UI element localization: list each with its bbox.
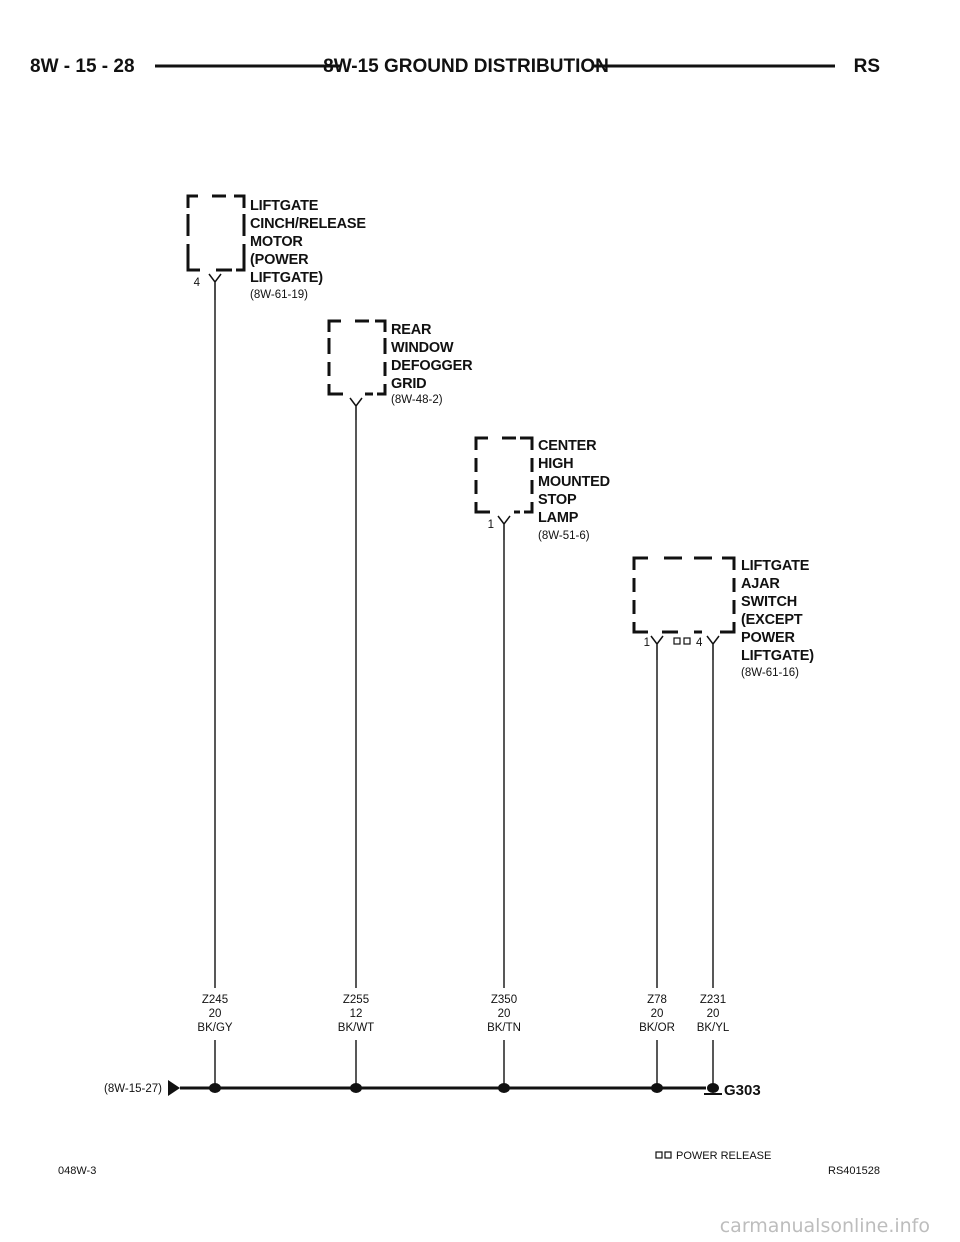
- pin-label: 4: [193, 277, 200, 289]
- page-reference: (8W-61-16): [741, 667, 799, 679]
- figure-code: 048W-3: [58, 1165, 97, 1177]
- component-label-line: AJAR: [741, 576, 780, 592]
- wire-gauge: 20: [208, 1008, 222, 1020]
- component-box-dashed: [476, 438, 532, 512]
- splice-icon: [498, 1083, 510, 1093]
- component-label-line: MOTOR: [250, 234, 303, 250]
- component-liftgate-cinch-motor: [188, 196, 366, 301]
- wire-color: BK/YL: [696, 1022, 730, 1034]
- wire-gauge: 20: [650, 1008, 664, 1020]
- power-release-legend-icon: [656, 1152, 671, 1158]
- connector-symbol: [209, 274, 221, 300]
- component-liftgate-ajar-switch: [634, 558, 814, 679]
- component-label-line: MOUNTED: [538, 474, 610, 490]
- component-label-line: HIGH: [538, 456, 574, 472]
- component-label-line: POWER: [741, 630, 795, 646]
- component-label-line: CINCH/RELEASE: [250, 216, 366, 232]
- component-box-dashed: [188, 196, 244, 270]
- pin-label: 1: [487, 519, 494, 531]
- wire-circuit: Z78: [647, 994, 667, 1006]
- component-label-line: SWITCH: [741, 594, 797, 610]
- component-label-line: DEFOGGER: [391, 358, 473, 374]
- connector-symbol: [651, 636, 663, 660]
- legend: [656, 1150, 771, 1162]
- splice-icon: [350, 1083, 362, 1093]
- component-rear-window-defogger: [329, 321, 473, 420]
- wire-circuit: Z245: [201, 994, 229, 1006]
- wire-gauge: 20: [497, 1008, 511, 1020]
- legend-text: POWER RELEASE: [676, 1150, 772, 1162]
- wire-color: BK/OR: [639, 1022, 675, 1034]
- ground-label: G303: [724, 1082, 761, 1099]
- wire-gauge: 20: [706, 1008, 720, 1020]
- wire-stubs: [215, 1040, 713, 1084]
- page-reference: (8W-51-6): [538, 530, 590, 542]
- wire-color: BK/GY: [197, 1022, 233, 1034]
- component-label-line: LIFTGATE: [250, 198, 319, 214]
- wire-circuit: Z350: [490, 994, 518, 1006]
- page-reference: (8W-48-2): [391, 394, 443, 406]
- component-label-line: LIFTGATE): [741, 648, 814, 664]
- page-header: [30, 56, 880, 77]
- pin-label: 1: [643, 637, 650, 649]
- wire-gauge: 12: [349, 1008, 363, 1020]
- component-box-dashed: [634, 558, 734, 632]
- section-code: RS: [853, 56, 880, 77]
- wire-circuit: Z231: [699, 994, 727, 1006]
- page-reference: (8W-61-19): [250, 289, 308, 301]
- component-label-line: LIFTGATE): [250, 270, 323, 286]
- splice-icon: [651, 1083, 663, 1093]
- wire-circuit: Z255: [342, 994, 370, 1006]
- pin-label: 4: [696, 637, 703, 649]
- component-label-line: LIFTGATE: [741, 558, 810, 574]
- watermark: carmanualsonline.info: [719, 1215, 930, 1237]
- wire-color: BK/WT: [337, 1022, 375, 1034]
- wire-color: BK/TN: [487, 1022, 521, 1034]
- component-label-line: CENTER: [538, 438, 597, 454]
- wire-runs: [215, 300, 713, 988]
- document-code: RS401528: [828, 1165, 880, 1177]
- component-label-line: STOP: [538, 492, 577, 508]
- component-label-line: (EXCEPT: [741, 612, 803, 628]
- power-release-marker: [674, 638, 690, 644]
- component-chmsl: [476, 438, 610, 542]
- wire-labels: [197, 994, 729, 1034]
- connector-symbol: [707, 636, 719, 660]
- splice-icon: [209, 1083, 221, 1093]
- component-box-dashed: [329, 321, 385, 394]
- ground-icon: [707, 1083, 719, 1093]
- component-label-line: REAR: [391, 322, 432, 338]
- continued-reference: (8W-15-27): [104, 1083, 162, 1095]
- page-title: 8W-15 GROUND DISTRIBUTION: [323, 56, 609, 77]
- connector-symbol: [350, 398, 362, 420]
- connector-symbol: [498, 516, 510, 540]
- component-label-line: (POWER: [250, 252, 309, 268]
- component-label-line: LAMP: [538, 510, 579, 526]
- arrow-icon: [168, 1080, 180, 1096]
- ground-bus: [104, 1080, 761, 1099]
- component-label-line: WINDOW: [391, 340, 454, 356]
- component-label-line: GRID: [391, 376, 427, 392]
- page-number: 8W - 15 - 28: [30, 56, 135, 77]
